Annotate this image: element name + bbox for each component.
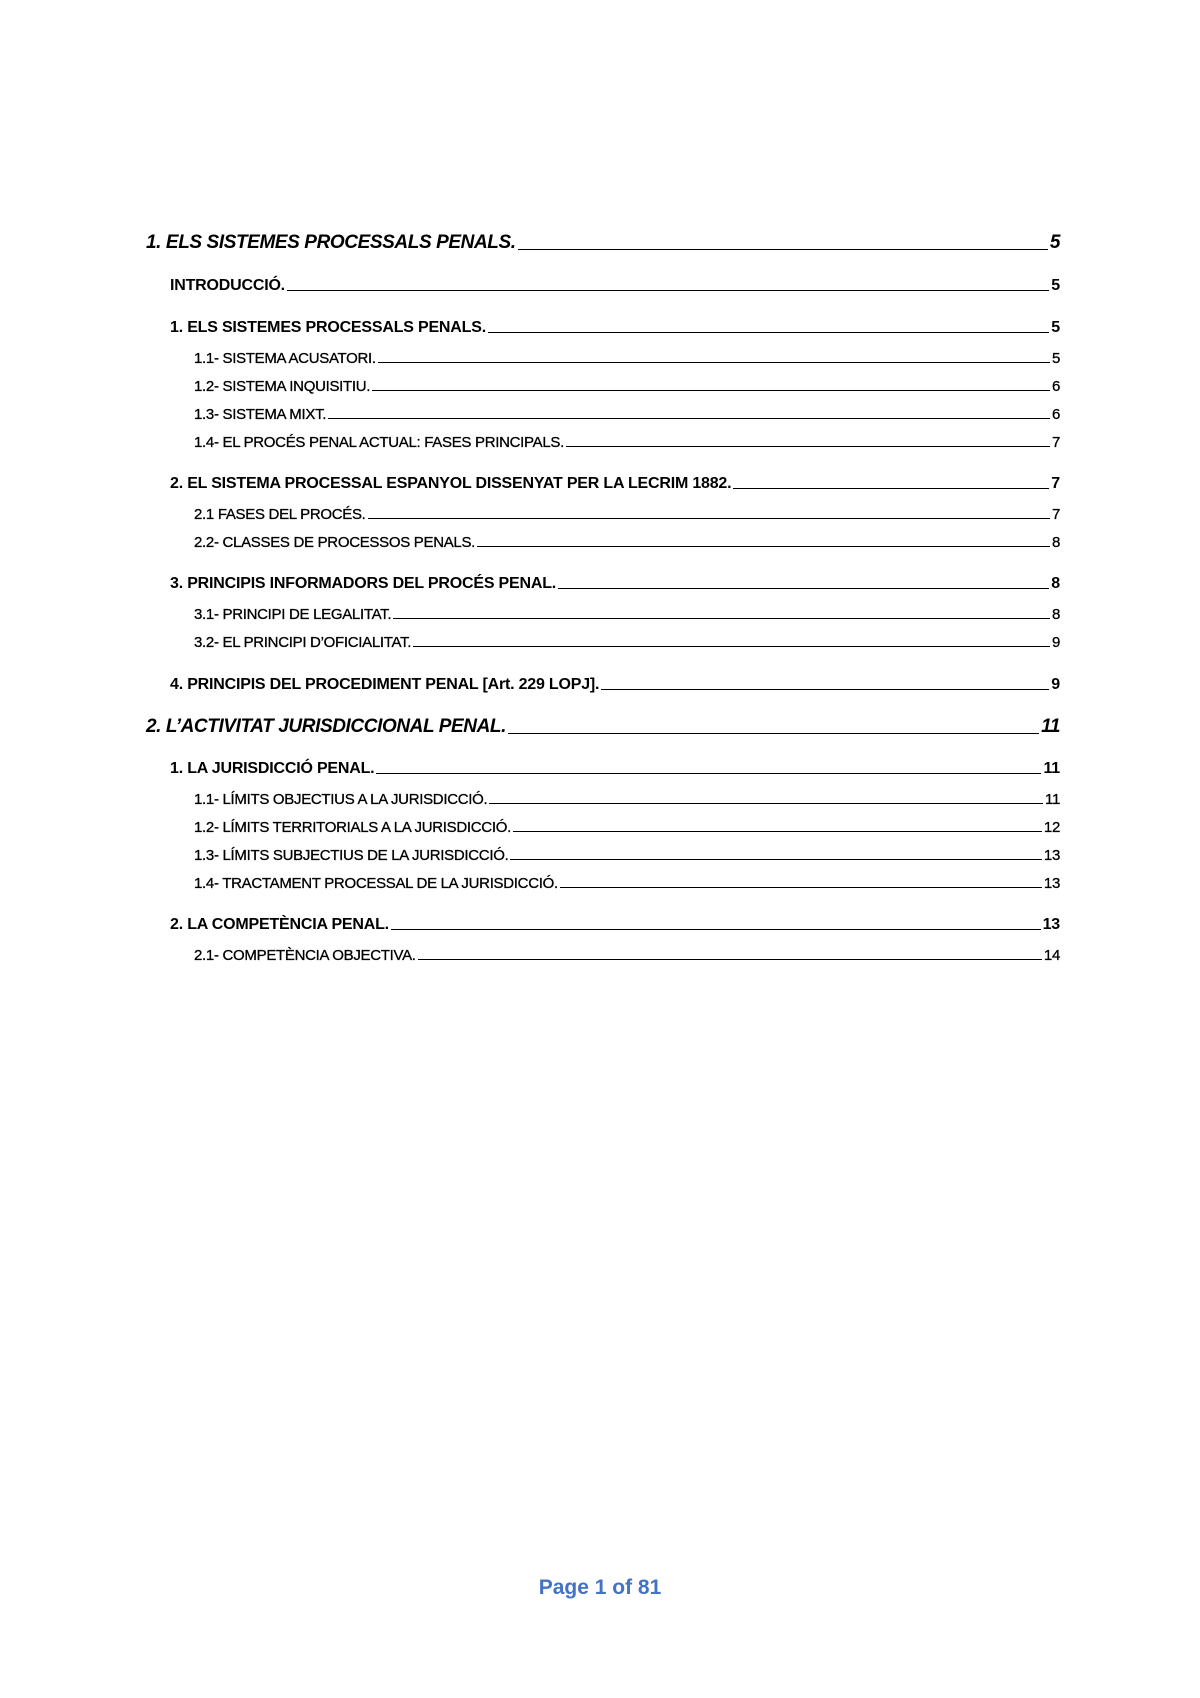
toc-section-entry[interactable]	[146, 569, 1060, 593]
toc-subsection-entry[interactable]	[146, 399, 1060, 423]
toc-leader-line	[566, 446, 1050, 447]
toc-leader-line	[378, 362, 1050, 363]
toc-section-entry[interactable]	[146, 670, 1060, 694]
toc-entry-label: 1.3- LÍMITS SUBJECTIUS DE LA JURISDICCIÓ.	[194, 847, 509, 864]
toc-entry-page-number: 8	[1051, 575, 1060, 592]
toc-section-entry[interactable]	[146, 910, 1060, 934]
toc-entry-page-number: 11	[1043, 760, 1060, 777]
toc-subsection-entry[interactable]	[146, 599, 1060, 623]
toc-subsection-entry[interactable]	[146, 840, 1060, 864]
toc-subsection-entry[interactable]	[146, 627, 1060, 651]
toc-leader-line	[328, 418, 1050, 419]
toc-section-entry[interactable]	[146, 469, 1060, 493]
toc-entry-page-number: 6	[1051, 378, 1060, 395]
toc-subsection-entry[interactable]	[146, 343, 1060, 367]
toc-subsection-entry[interactable]	[146, 527, 1060, 551]
toc-entry-page-number: 13	[1042, 916, 1060, 933]
toc-entry-label: 1.4- EL PROCÉS PENAL ACTUAL: FASES PRINCIPALS.	[194, 434, 564, 451]
toc-subsection-entry[interactable]	[146, 499, 1060, 523]
toc-entry-label: 1.2- LÍMITS TERRITORIALS A LA JURISDICCIÓ.	[194, 819, 511, 836]
toc-entry-page-number: 8	[1051, 534, 1060, 551]
toc-leader-line	[560, 887, 1042, 888]
toc-leader-line	[477, 546, 1050, 547]
toc-entry-page-number: 7	[1051, 475, 1060, 492]
toc-leader-line	[287, 290, 1049, 291]
toc-entry-label: 1.1- SISTEMA ACUSATORI.	[194, 350, 376, 367]
toc-entry-label: 3. PRINCIPIS INFORMADORS DEL PROCÉS PENAL.	[170, 575, 557, 592]
toc-entry-label: 3.2- EL PRINCIPI D’OFICIALITAT.	[194, 634, 412, 651]
toc-entry-label: 2.1 FASES DEL PROCÉS.	[194, 506, 366, 523]
toc-leader-line	[391, 929, 1041, 930]
toc-leader-line	[558, 588, 1049, 589]
toc-subsection-entry[interactable]	[146, 427, 1060, 451]
toc-entry-label: 2.1- COMPETÈNCIA OBJECTIVA.	[194, 947, 416, 964]
toc-entry-label: INTRODUCCIÓ.	[170, 277, 285, 294]
toc-leader-line	[601, 689, 1049, 690]
toc-section-entry[interactable]	[146, 754, 1060, 778]
toc-entry-page-number: 9	[1051, 634, 1060, 651]
toc-subsection-entry[interactable]	[146, 812, 1060, 836]
toc-entry-label: 3.1- PRINCIPI DE LEGALITAT.	[194, 606, 392, 623]
toc-section-entry[interactable]	[146, 313, 1060, 337]
toc-leader-line	[488, 332, 1049, 333]
toc-leader-line	[393, 618, 1050, 619]
toc-entry-label: 1.1- LÍMITS OBJECTIUS A LA JURISDICCIÓ.	[194, 791, 488, 808]
toc-leader-line	[372, 390, 1050, 391]
toc-leader-line	[733, 488, 1049, 489]
toc-leader-line	[518, 249, 1048, 250]
toc-chapter-entry[interactable]	[146, 226, 1060, 254]
toc-chapter-entry[interactable]	[146, 710, 1060, 738]
toc-entry-page-number: 9	[1051, 676, 1060, 693]
toc-entry-page-number: 7	[1051, 434, 1060, 451]
toc-entry-page-number: 11	[1041, 716, 1060, 737]
toc-entry-page-number: 5	[1049, 232, 1060, 253]
toc-leader-line	[413, 646, 1050, 647]
toc-entry-page-number: 13	[1043, 847, 1060, 864]
toc-entry-label: 2. LA COMPETÈNCIA PENAL.	[170, 916, 389, 933]
toc-entry-page-number: 11	[1045, 791, 1060, 808]
toc-entry-page-number: 14	[1043, 947, 1060, 964]
toc-entry-page-number: 7	[1051, 506, 1060, 523]
toc-entry-page-number: 5	[1051, 350, 1060, 367]
toc-leader-line	[418, 959, 1042, 960]
toc-entry-label: 2. L’ACTIVITAT JURISDICCIONAL PENAL.	[146, 716, 506, 737]
toc-leader-line	[513, 831, 1042, 832]
toc-leader-line	[368, 518, 1050, 519]
toc-entry-page-number: 5	[1051, 319, 1060, 336]
toc-entry-label: 1.4- TRACTAMENT PROCESSAL DE LA JURISDICCIÓ.	[194, 875, 558, 892]
toc-section-entry[interactable]	[146, 271, 1060, 295]
toc-entry-page-number: 13	[1043, 875, 1060, 892]
page-number-footer: Page 1 of 81	[538, 1576, 662, 1599]
toc-entry-label: 1.3- SISTEMA MIXT.	[194, 406, 327, 423]
toc-entry-label: 2. EL SISTEMA PROCESSAL ESPANYOL DISSENYAT PER LA LECRIM 1882.	[170, 475, 732, 492]
toc-entry-page-number: 6	[1051, 406, 1060, 423]
toc-entry-label: 1. ELS SISTEMES PROCESSALS PENALS.	[170, 319, 486, 336]
toc-subsection-entry[interactable]	[146, 371, 1060, 395]
toc-subsection-entry[interactable]	[146, 868, 1060, 892]
toc-entry-label: 4. PRINCIPIS DEL PROCEDIMENT PENAL [Art. 229 LOPJ].	[170, 676, 600, 693]
toc-leader-line	[510, 859, 1041, 860]
toc-subsection-entry[interactable]	[146, 784, 1060, 808]
toc-entry-page-number: 8	[1051, 606, 1060, 623]
toc-leader-line	[489, 803, 1043, 804]
toc-leader-line	[376, 773, 1041, 774]
toc-entry-label: 1.2- SISTEMA INQUISITIU.	[194, 378, 371, 395]
table-of-contents	[146, 226, 1060, 964]
toc-entry-page-number: 12	[1043, 819, 1060, 836]
toc-entry-label: 1. LA JURISDICCIÓ PENAL.	[170, 760, 375, 777]
toc-entry-page-number: 5	[1051, 277, 1060, 294]
toc-subsection-entry[interactable]	[146, 940, 1060, 964]
toc-entry-label: 1. ELS SISTEMES PROCESSALS PENALS.	[146, 232, 516, 253]
toc-entry-label: 2.2- CLASSES DE PROCESSOS PENALS.	[194, 534, 476, 551]
toc-leader-line	[508, 733, 1039, 734]
